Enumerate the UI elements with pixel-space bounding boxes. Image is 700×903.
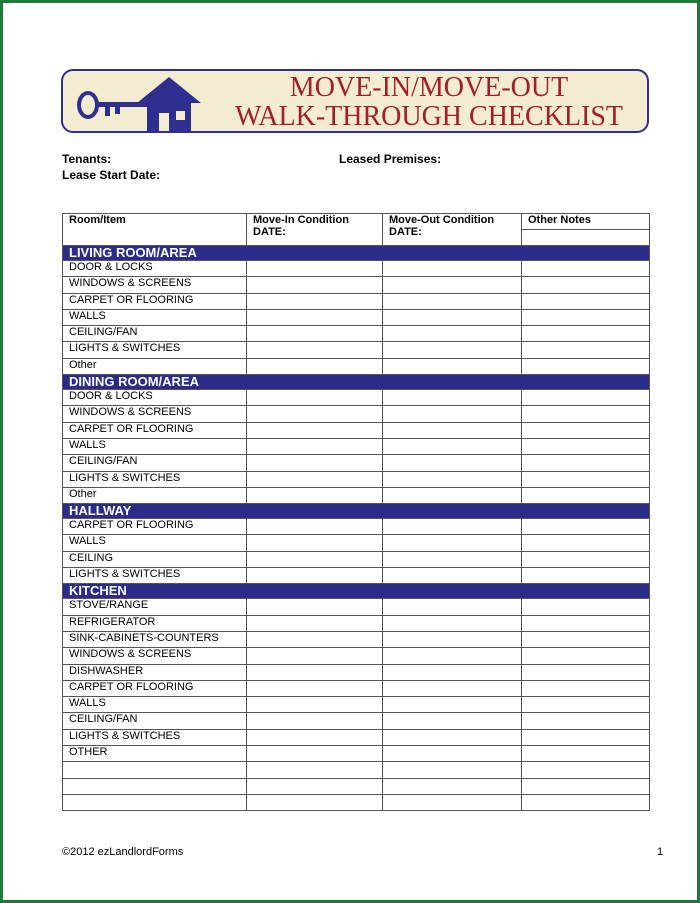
move-in-cell[interactable] bbox=[247, 697, 383, 713]
table-row bbox=[63, 729, 650, 745]
move-in-cell[interactable] bbox=[247, 568, 383, 584]
move-out-cell[interactable] bbox=[383, 631, 522, 647]
move-in-condition-label: Move-In Condition bbox=[253, 214, 349, 226]
move-in-cell[interactable] bbox=[247, 680, 383, 696]
table-row bbox=[63, 713, 650, 729]
notes-cell[interactable] bbox=[522, 697, 650, 713]
item-label: DISHWASHER bbox=[63, 664, 247, 680]
title-line-2: WALK-THROUGH CHECKLIST bbox=[234, 101, 624, 132]
move-out-cell[interactable] bbox=[383, 746, 522, 762]
section-title: KITCHEN bbox=[63, 584, 650, 599]
notes-cell[interactable] bbox=[522, 422, 650, 438]
move-out-cell[interactable] bbox=[383, 455, 522, 471]
footer-copyright: ©2012 ezLandlordForms bbox=[62, 846, 184, 858]
move-in-cell[interactable] bbox=[247, 293, 383, 309]
table-row bbox=[63, 697, 650, 713]
section-title: HALLWAY bbox=[63, 504, 650, 519]
section-header bbox=[63, 504, 650, 519]
move-in-cell[interactable] bbox=[247, 762, 383, 778]
table-row bbox=[63, 631, 650, 647]
move-out-cell[interactable] bbox=[383, 648, 522, 664]
notes-cell[interactable] bbox=[522, 487, 650, 503]
item-label: CEILING/FAN bbox=[63, 455, 247, 471]
move-in-cell[interactable] bbox=[247, 519, 383, 535]
page-number: 1 bbox=[657, 846, 664, 858]
move-out-cell[interactable] bbox=[383, 713, 522, 729]
move-in-cell[interactable] bbox=[247, 277, 383, 293]
table-row bbox=[63, 487, 650, 503]
item-label: STOVE/RANGE bbox=[63, 599, 247, 615]
key-house-logo-icon bbox=[75, 75, 205, 131]
item-label: WALLS bbox=[63, 438, 247, 454]
table-row bbox=[63, 746, 650, 762]
move-in-cell[interactable] bbox=[247, 648, 383, 664]
move-out-cell[interactable] bbox=[383, 261, 522, 277]
item-label: LIGHTS & SWITCHES bbox=[63, 568, 247, 584]
section-header bbox=[63, 375, 650, 390]
move-out-cell[interactable] bbox=[383, 277, 522, 293]
item-label: WALLS bbox=[63, 535, 247, 551]
table-row bbox=[63, 599, 650, 615]
table-row bbox=[63, 342, 650, 358]
notes-cell[interactable] bbox=[522, 778, 650, 794]
move-in-cell[interactable] bbox=[247, 326, 383, 342]
item-label: LIGHTS & SWITCHES bbox=[63, 342, 247, 358]
col-header-room: Room/Item bbox=[63, 214, 247, 246]
walkthrough-checklist-table bbox=[62, 213, 650, 811]
item-label bbox=[63, 794, 247, 810]
item-label: CARPET OR FLOORING bbox=[63, 293, 247, 309]
notes-cell[interactable] bbox=[522, 631, 650, 647]
notes-cell[interactable] bbox=[522, 729, 650, 745]
move-out-cell[interactable] bbox=[383, 599, 522, 615]
move-in-cell[interactable] bbox=[247, 615, 383, 631]
item-label: WALLS bbox=[63, 309, 247, 325]
table-header-row bbox=[63, 214, 650, 230]
move-out-cell[interactable] bbox=[383, 551, 522, 567]
notes-cell[interactable] bbox=[522, 680, 650, 696]
notes-subheader-cell[interactable] bbox=[522, 230, 650, 246]
move-in-cell[interactable] bbox=[247, 664, 383, 680]
table-row bbox=[63, 471, 650, 487]
table-row bbox=[63, 794, 650, 810]
table-row bbox=[63, 551, 650, 567]
item-label: Other bbox=[63, 487, 247, 503]
table-row bbox=[63, 778, 650, 794]
notes-cell[interactable] bbox=[522, 406, 650, 422]
table-row bbox=[63, 261, 650, 277]
section-header bbox=[63, 246, 650, 261]
item-label: Other bbox=[63, 358, 247, 374]
table-row bbox=[63, 406, 650, 422]
item-label: WALLS bbox=[63, 697, 247, 713]
table-row bbox=[63, 519, 650, 535]
notes-cell[interactable] bbox=[522, 309, 650, 325]
section-title: LIVING ROOM/AREA bbox=[63, 246, 650, 261]
move-in-cell[interactable] bbox=[247, 535, 383, 551]
notes-cell[interactable] bbox=[522, 390, 650, 406]
notes-cell[interactable] bbox=[522, 519, 650, 535]
move-in-cell[interactable] bbox=[247, 487, 383, 503]
notes-cell[interactable] bbox=[522, 664, 650, 680]
item-label: CEILING/FAN bbox=[63, 713, 247, 729]
notes-cell[interactable] bbox=[522, 794, 650, 810]
item-label bbox=[63, 778, 247, 794]
notes-cell[interactable] bbox=[522, 261, 650, 277]
move-out-cell[interactable] bbox=[383, 422, 522, 438]
move-out-cell[interactable] bbox=[383, 487, 522, 503]
move-out-cell[interactable] bbox=[383, 762, 522, 778]
move-in-cell[interactable] bbox=[247, 713, 383, 729]
notes-cell[interactable] bbox=[522, 762, 650, 778]
move-out-cell[interactable] bbox=[383, 358, 522, 374]
item-label: REFRIGERATOR bbox=[63, 615, 247, 631]
move-in-cell[interactable] bbox=[247, 390, 383, 406]
table-row bbox=[63, 309, 650, 325]
notes-cell[interactable] bbox=[522, 713, 650, 729]
section-title: DINING ROOM/AREA bbox=[63, 375, 650, 390]
title-banner bbox=[61, 69, 649, 133]
move-in-cell[interactable] bbox=[247, 261, 383, 277]
lease-start-date-label: Lease Start Date: bbox=[62, 168, 161, 182]
move-in-cell[interactable] bbox=[247, 794, 383, 810]
move-out-cell[interactable] bbox=[383, 519, 522, 535]
item-label: CARPET OR FLOORING bbox=[63, 519, 247, 535]
table-row bbox=[63, 680, 650, 696]
item-label: DOOR & LOCKS bbox=[63, 261, 247, 277]
item-label: LIGHTS & SWITCHES bbox=[63, 471, 247, 487]
notes-cell[interactable] bbox=[522, 648, 650, 664]
notes-cell[interactable] bbox=[522, 326, 650, 342]
notes-cell[interactable] bbox=[522, 277, 650, 293]
move-in-cell[interactable] bbox=[247, 406, 383, 422]
move-in-cell[interactable] bbox=[247, 455, 383, 471]
move-out-cell[interactable] bbox=[383, 535, 522, 551]
move-out-cell[interactable] bbox=[383, 697, 522, 713]
move-in-cell[interactable] bbox=[247, 438, 383, 454]
move-in-cell[interactable] bbox=[247, 551, 383, 567]
item-label: DOOR & LOCKS bbox=[63, 390, 247, 406]
move-in-cell[interactable] bbox=[247, 631, 383, 647]
tenants-label: Tenants: bbox=[62, 152, 112, 166]
move-in-cell[interactable] bbox=[247, 422, 383, 438]
move-out-cell[interactable] bbox=[383, 615, 522, 631]
table-row bbox=[63, 438, 650, 454]
table-row bbox=[63, 648, 650, 664]
table-row bbox=[63, 762, 650, 778]
table-row bbox=[63, 455, 650, 471]
move-out-cell[interactable] bbox=[383, 664, 522, 680]
move-in-cell[interactable] bbox=[247, 309, 383, 325]
move-out-date-label: DATE: bbox=[389, 226, 422, 238]
table-row bbox=[63, 358, 650, 374]
move-in-cell[interactable] bbox=[247, 471, 383, 487]
item-label: CARPET OR FLOORING bbox=[63, 680, 247, 696]
move-out-cell[interactable] bbox=[383, 778, 522, 794]
move-out-cell[interactable] bbox=[383, 568, 522, 584]
table-row bbox=[63, 326, 650, 342]
item-label: LIGHTS & SWITCHES bbox=[63, 729, 247, 745]
col-header-notes: Other Notes bbox=[522, 214, 650, 230]
leased-premises-label: Leased Premises: bbox=[339, 152, 442, 166]
move-out-condition-label: Move-Out Condition bbox=[389, 214, 495, 226]
item-label: WINDOWS & SCREENS bbox=[63, 277, 247, 293]
notes-cell[interactable] bbox=[522, 746, 650, 762]
move-in-cell[interactable] bbox=[247, 778, 383, 794]
move-in-cell[interactable] bbox=[247, 342, 383, 358]
move-in-cell[interactable] bbox=[247, 746, 383, 762]
item-label: SINK-CABINETS-COUNTERS bbox=[63, 631, 247, 647]
move-out-cell[interactable] bbox=[383, 729, 522, 745]
item-label: WINDOWS & SCREENS bbox=[63, 648, 247, 664]
col-header-move-out bbox=[383, 214, 522, 246]
move-in-cell[interactable] bbox=[247, 599, 383, 615]
table-row bbox=[63, 568, 650, 584]
page-title bbox=[213, 73, 645, 131]
move-in-date-label: DATE: bbox=[253, 226, 286, 238]
title-line-1: MOVE-IN/MOVE-OUT bbox=[289, 72, 569, 103]
table-row bbox=[63, 293, 650, 309]
notes-cell[interactable] bbox=[522, 358, 650, 374]
item-label: CEILING bbox=[63, 551, 247, 567]
move-out-cell[interactable] bbox=[383, 390, 522, 406]
move-in-cell[interactable] bbox=[247, 729, 383, 745]
move-out-cell[interactable] bbox=[383, 438, 522, 454]
move-out-cell[interactable] bbox=[383, 406, 522, 422]
item-label bbox=[63, 762, 247, 778]
notes-cell[interactable] bbox=[522, 535, 650, 551]
notes-cell[interactable] bbox=[522, 455, 650, 471]
table-row bbox=[63, 664, 650, 680]
move-out-cell[interactable] bbox=[383, 293, 522, 309]
table-row bbox=[63, 615, 650, 631]
item-label: OTHER bbox=[63, 746, 247, 762]
table-row bbox=[63, 535, 650, 551]
section-header bbox=[63, 584, 650, 599]
move-out-cell[interactable] bbox=[383, 794, 522, 810]
notes-cell[interactable] bbox=[522, 568, 650, 584]
table-row bbox=[63, 277, 650, 293]
table-row bbox=[63, 422, 650, 438]
move-out-cell[interactable] bbox=[383, 309, 522, 325]
item-label: WINDOWS & SCREENS bbox=[63, 406, 247, 422]
col-header-move-in bbox=[247, 214, 383, 246]
notes-cell[interactable] bbox=[522, 551, 650, 567]
item-label: CEILING/FAN bbox=[63, 326, 247, 342]
item-label: CARPET OR FLOORING bbox=[63, 422, 247, 438]
notes-cell[interactable] bbox=[522, 471, 650, 487]
notes-cell[interactable] bbox=[522, 342, 650, 358]
notes-cell[interactable] bbox=[522, 438, 650, 454]
move-in-cell[interactable] bbox=[247, 358, 383, 374]
move-out-cell[interactable] bbox=[383, 342, 522, 358]
move-out-cell[interactable] bbox=[383, 680, 522, 696]
move-out-cell[interactable] bbox=[383, 471, 522, 487]
table-row bbox=[63, 390, 650, 406]
notes-cell[interactable] bbox=[522, 599, 650, 615]
notes-cell[interactable] bbox=[522, 615, 650, 631]
notes-cell[interactable] bbox=[522, 293, 650, 309]
move-out-cell[interactable] bbox=[383, 326, 522, 342]
